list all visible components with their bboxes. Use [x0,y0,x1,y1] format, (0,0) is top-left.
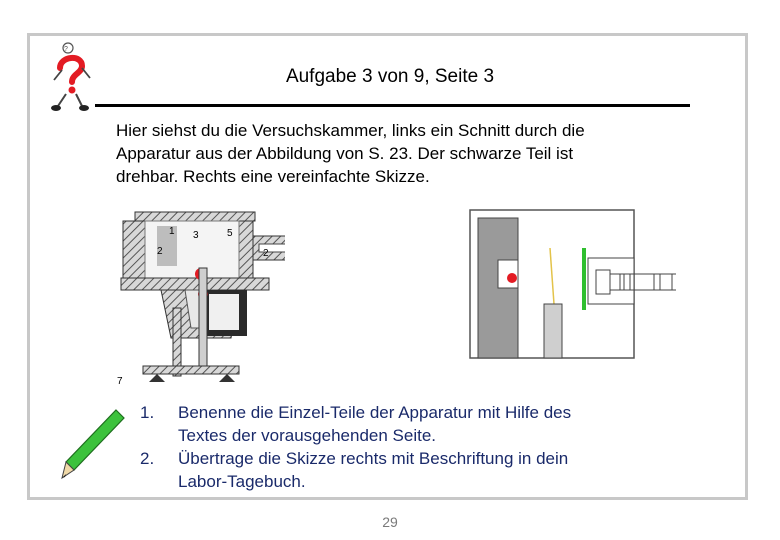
part-label: 7 [117,376,123,387]
task-line: Benenne die Einzel-Teile der Apparatur mit Hilfe des [178,403,572,422]
part-label: 2 [157,246,163,257]
simplified-sketch [468,208,678,360]
intro-line: Apparatur aus der Abbildung von S. 23. Der schwarze Teil ist [116,144,574,163]
apparatus-cross-section [113,208,285,388]
title-divider [95,104,690,107]
page-title: Aufgabe 3 von 9, Seite 3 [285,66,495,87]
intro-line: Hier siehst du die Versuchskammer, links ein Schnitt durch die [116,121,585,140]
task-line: Labor-Tagebuch. [178,472,306,491]
part-label: 3 [193,230,199,241]
task-number: 1. [140,403,155,422]
part-label: 2 [263,248,269,259]
svg-text:?: ? [64,46,68,53]
task-item [140,447,700,493]
task-line: Textes der vorausgehenden Seite. [178,426,437,445]
question-mark-mascot-icon [48,40,96,114]
green-pencil-icon [58,408,126,482]
intro-text [116,119,706,188]
task-list [140,401,700,493]
intro-line: drehbar. Rechts eine vereinfachte Skizze. [116,167,430,186]
page-number: 29 [382,514,398,530]
task-number: 2. [140,449,155,468]
part-label: 1 [169,226,175,237]
task-line: Übertrage die Skizze rechts mit Beschriftung in dein [178,449,569,468]
task-item [140,401,700,447]
part-label: 5 [227,228,233,239]
